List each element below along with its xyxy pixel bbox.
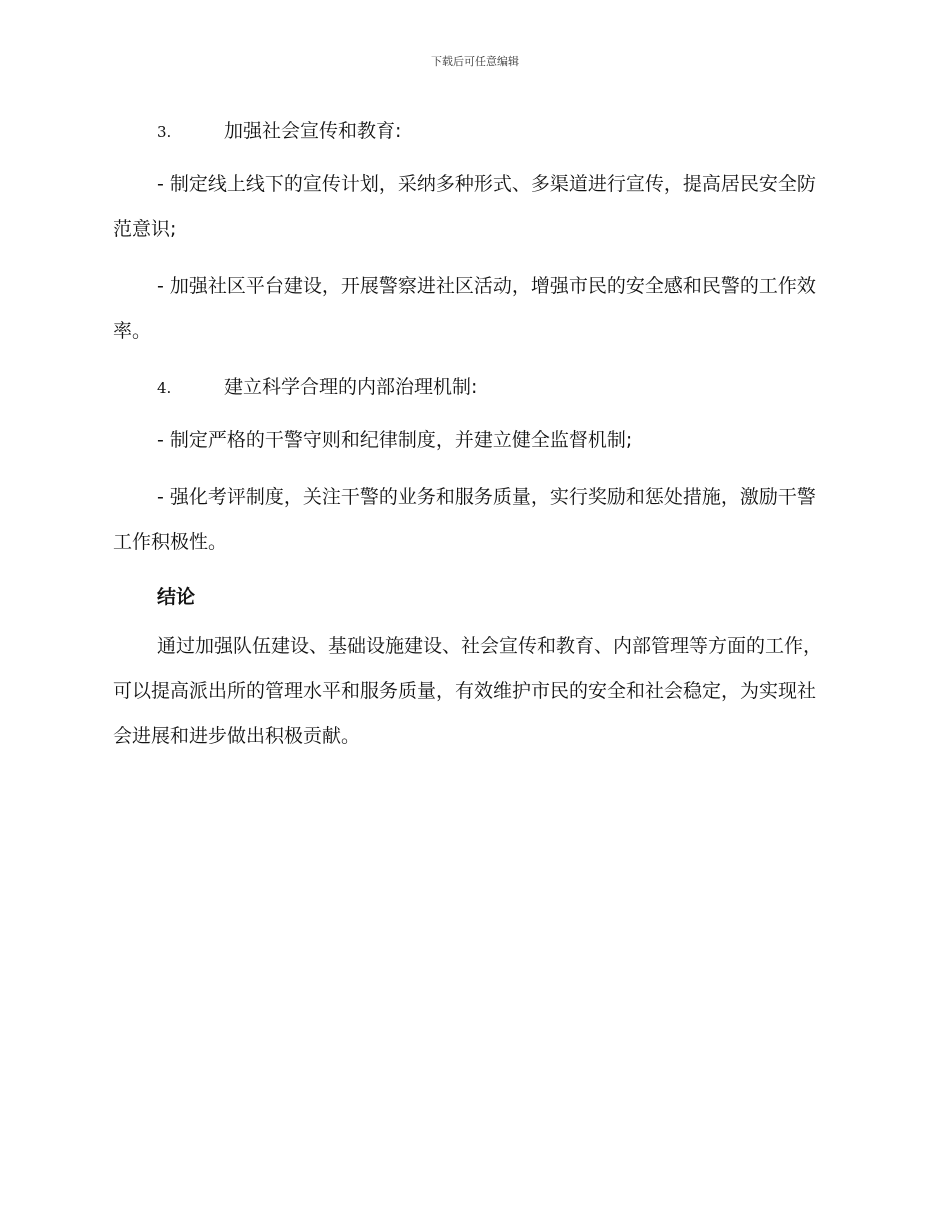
- conclusion-body: 通过加强队伍建设、基础设施建设、社会宣传和教育、内部管理等方面的工作，可以提高派出所的管理水平和服务质量，有效维护市民的安全和社会稳定，为实现社会进展和进步做出积极贡献。: [113, 635, 823, 747]
- document-body: [113, 108, 833, 759]
- header-note: 下载后可任意编辑: [431, 55, 519, 68]
- item-3-point-2: - 加强社区平台建设，开展警察进社区活动，增强市民的安全感和民警的工作效率。: [113, 275, 816, 342]
- item-3-heading: [157, 108, 833, 154]
- item-4-point-1: - 制定严格的干警守则和纪律制度，并建立健全监督机制;: [157, 429, 633, 451]
- item-4-point-2: - 强化考评制度，关注干警的业务和服务质量，实行奖励和惩处措施，激励干警工作积极性。: [113, 486, 816, 553]
- item-3-point-1: - 制定线上线下的宣传计划，采纳多种形式、多渠道进行宣传，提高居民安全防范意识;: [113, 173, 816, 240]
- item-4-number: 4.: [157, 379, 172, 397]
- conclusion-title: 结论: [157, 586, 196, 608]
- item-3-number: 3.: [157, 123, 172, 141]
- item-3-title: 加强社会宣传和教育:: [224, 120, 402, 142]
- item-4-title: 建立科学合理的内部治理机制:: [224, 376, 478, 398]
- item-4-heading: [157, 364, 833, 410]
